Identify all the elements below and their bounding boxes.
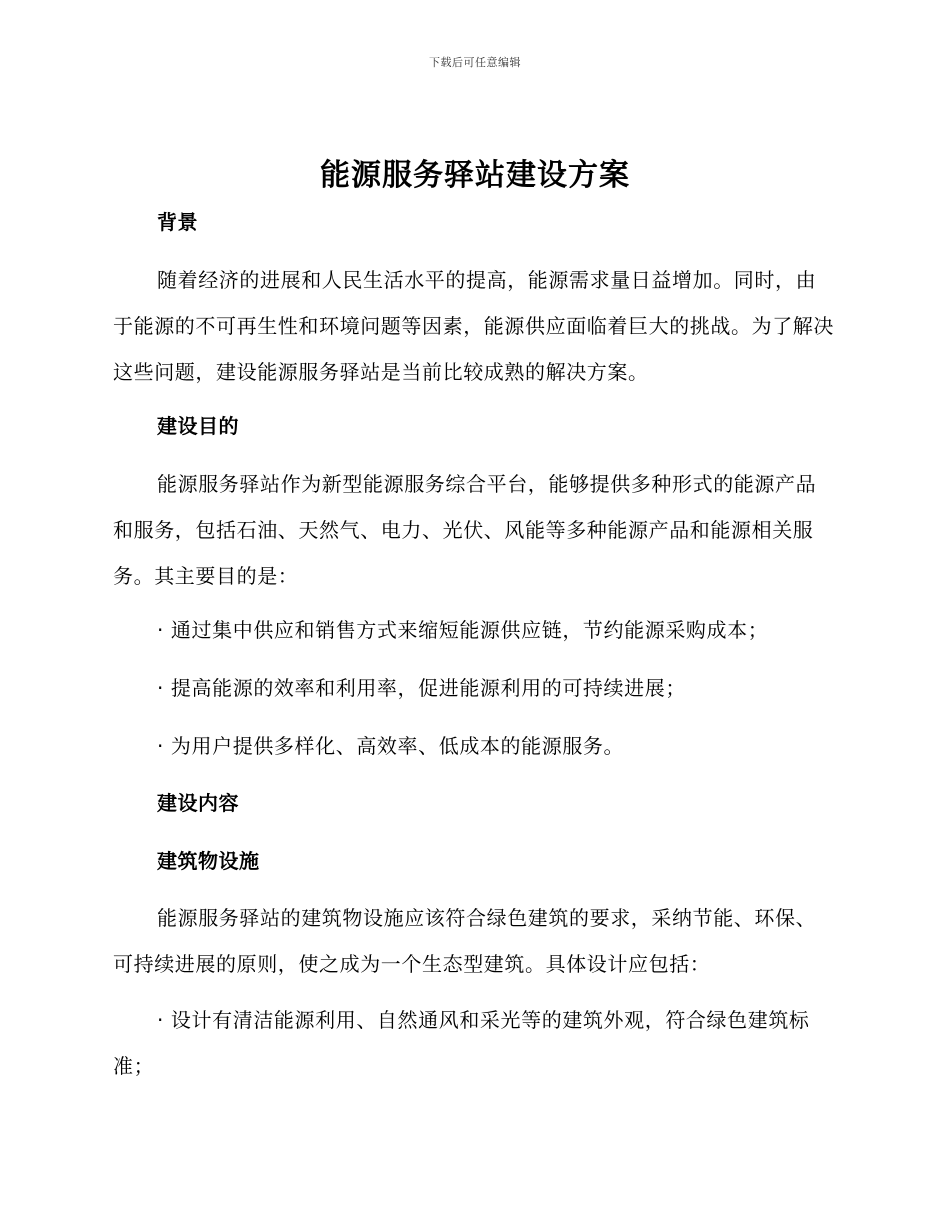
section-heading-content: 建设内容 xyxy=(157,791,239,815)
document-title: 能源服务驿站建设方案 xyxy=(320,158,630,193)
background-text: 随着经济的进展和人民生活水平的提高，能源需求量日益增加。同时，由于能源的不可再生性和环境问题等因素，能源供应面临着巨大的挑战。为了解决这些问题，建设能源服务驿站是当前比较成熟的解决方案。 xyxy=(113,268,834,384)
purpose-text: 能源服务驿站作为新型能源服务综合平台，能够提供多种形式的能源产品和服务，包括石油、天然气、电力、光伏、风能等多种能源产品和能源相关服务。其主要目的是： xyxy=(113,472,817,588)
building-bullet-item xyxy=(113,997,835,1089)
background-paragraph xyxy=(113,257,835,395)
purpose-bullet-item: · 为用户提供多样化、高效率、低成本的能源服务。 xyxy=(157,734,625,758)
page-header-note: 下载后可任意编辑 xyxy=(429,56,521,69)
section-heading-background: 背景 xyxy=(157,210,198,234)
building-bullet-text: · 设计有清洁能源利用、自然通风和采光等的建筑外观，符合绿色建筑标准； xyxy=(113,1008,810,1078)
purpose-bullet-item: · 提高能源的效率和利用率，促进能源利用的可持续进展； xyxy=(157,676,686,700)
section-heading-purpose: 建设目的 xyxy=(157,414,239,438)
purpose-paragraph xyxy=(113,461,835,599)
building-text: 能源服务驿站的建筑物设施应该符合绿色建筑的要求，采纳节能、环保、可持续进展的原则，使之成为一个生态型建筑。具体设计应包括： xyxy=(113,906,817,976)
section-heading-building: 建筑物设施 xyxy=(157,849,260,873)
purpose-bullet-item: · 通过集中供应和销售方式来缩短能源供应链，节约能源采购成本； xyxy=(157,618,769,642)
building-paragraph xyxy=(113,895,835,987)
